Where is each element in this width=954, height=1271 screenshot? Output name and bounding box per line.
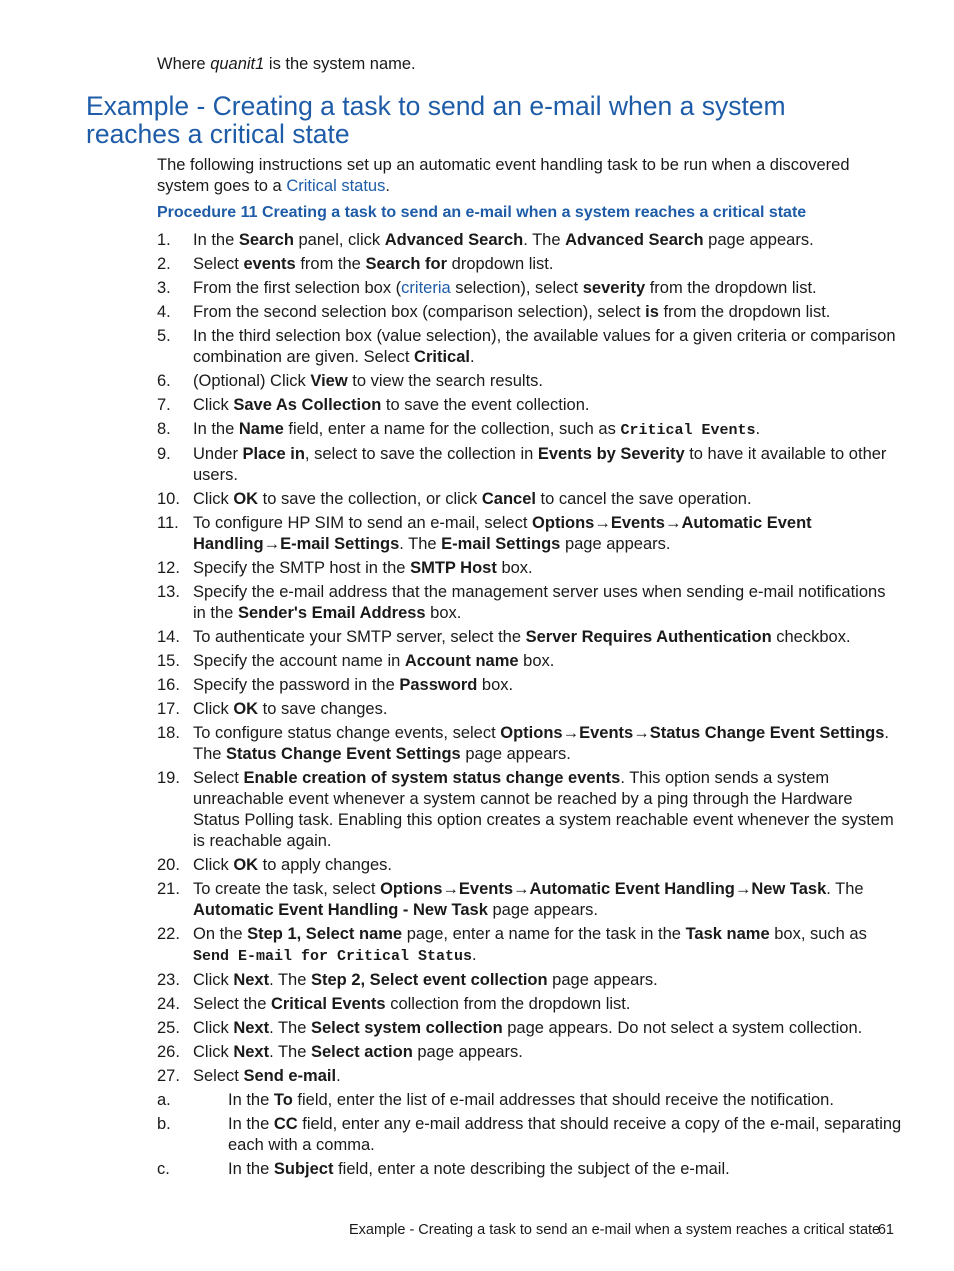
ui-term: Options — [500, 724, 563, 742]
step-text: (Optional) Click — [193, 372, 311, 390]
step-number: 27. — [157, 1067, 180, 1085]
step-text: to cancel the save operation. — [535, 490, 752, 508]
ui-term: Automatic Event Handling - New Task — [193, 901, 488, 919]
step-text: checkbox. — [771, 628, 851, 646]
example-value: Critical Events — [620, 422, 756, 439]
step-text: Specify the e-mail address that the management server uses when sending e-mail notifications in the — [193, 583, 886, 622]
ui-term: Status Change Event Settings — [649, 724, 885, 742]
step-text: Click — [193, 971, 234, 989]
example-value: Send E-mail for Critical Status — [193, 948, 473, 965]
step-number: 15. — [157, 652, 180, 670]
ui-term: Step 2, Select event collection — [311, 971, 548, 989]
step-text: from the — [295, 255, 366, 273]
ui-term: Sender's Email Address — [237, 604, 426, 622]
ui-term: Server Requires Authentication — [525, 628, 772, 646]
step-text: In the third selection box (value selection), the available values for a given criteria or comparison combination are given. Select — [193, 327, 896, 366]
ui-term: severity — [582, 279, 646, 297]
step-text: field, enter a name for the collection, such as — [283, 420, 621, 438]
ui-term: OK — [233, 856, 259, 874]
step-text: . This option sends a system unreachable event whenever a system cannot be reached by a ping through the Hardware Status Polling task. Enabling this option creates a system reachable event whenever the system is reachable again. — [193, 769, 894, 850]
ui-term: SMTP Host — [410, 559, 497, 577]
step-text: Click — [193, 1019, 234, 1037]
step-number: 4. — [157, 303, 171, 321]
procedure-step — [157, 1018, 902, 1039]
step-text: to save the event collection. — [381, 396, 590, 414]
ui-term: Critical Events — [270, 995, 386, 1013]
procedure-step — [157, 326, 902, 368]
step-number: 10. — [157, 490, 180, 508]
substep-letter: b. — [157, 1115, 171, 1133]
step-text: Click — [193, 1043, 234, 1061]
step-text: page appears. — [547, 971, 658, 989]
procedure-step — [157, 924, 902, 967]
step-text: from the dropdown list. — [658, 303, 831, 321]
ui-term: Save As Collection — [233, 396, 382, 414]
step-text: Under — [193, 445, 243, 463]
ui-term: Task name — [685, 925, 770, 943]
step-text: Click — [193, 700, 234, 718]
substeps — [157, 1090, 902, 1180]
step-text: In the — [228, 1115, 274, 1133]
procedure-step — [157, 970, 902, 991]
step-text: field, enter the list of e-mail addresses that should receive the notification. — [292, 1091, 834, 1109]
step-number: 20. — [157, 856, 180, 874]
step-text: dropdown list. — [447, 255, 554, 273]
ui-term: View — [310, 372, 348, 390]
ui-term: Password — [399, 676, 478, 694]
step-text: From the second selection box (comparison selection), select — [193, 303, 646, 321]
step-text: → — [513, 880, 530, 898]
ui-term: Events — [579, 724, 634, 742]
ui-term: Advanced Search — [565, 231, 704, 249]
step-number: 18. — [157, 724, 180, 742]
ui-term: Name — [238, 420, 284, 438]
step-number: 22. — [157, 925, 180, 943]
ui-term: Subject — [273, 1160, 334, 1178]
step-text: page appears. — [412, 1043, 523, 1061]
step-text: In the — [228, 1091, 274, 1109]
substep-text — [228, 1090, 902, 1111]
step-number: 7. — [157, 396, 171, 414]
procedure-substep — [157, 1159, 902, 1180]
procedure-step — [157, 879, 902, 921]
step-text: To configure status change events, select — [193, 724, 501, 742]
procedure-step — [157, 855, 902, 876]
procedure-step — [157, 254, 902, 275]
procedure-step — [157, 444, 902, 486]
step-number: 23. — [157, 971, 180, 989]
ui-term: Step 1, Select name — [247, 925, 403, 943]
step-text: page appears. — [487, 901, 598, 919]
criteria-link[interactable]: criteria — [401, 279, 451, 297]
step-text: . — [755, 420, 761, 438]
step-number: 13. — [157, 583, 180, 601]
step-number: 9. — [157, 445, 171, 463]
intro-text: Where — [157, 55, 211, 73]
step-text: To authenticate your SMTP server, select the — [193, 628, 526, 646]
ui-term: To — [273, 1091, 293, 1109]
procedure-step — [157, 419, 902, 441]
step-text: . The — [826, 880, 864, 898]
step-text: From the first selection box ( — [193, 279, 402, 297]
procedure-step — [157, 395, 902, 416]
step-text: to save changes. — [258, 700, 388, 718]
step-number: 12. — [157, 559, 180, 577]
procedure-step — [157, 489, 902, 510]
step-text: page appears. Do not select a system collection. — [502, 1019, 863, 1037]
ui-term: Send e-mail — [243, 1067, 337, 1085]
procedure-step — [157, 278, 902, 299]
system-name: quanit1 — [210, 55, 265, 73]
step-number: 17. — [157, 700, 180, 718]
substep-text — [228, 1159, 902, 1180]
step-text: . The — [269, 1043, 311, 1061]
step-text: box. — [518, 652, 555, 670]
step-text: box. — [477, 676, 514, 694]
step-text: page appears. — [460, 745, 571, 763]
substep-text — [228, 1114, 902, 1156]
description-text: The following instructions set up an automatic event handling task to be run when a discovered system goes to a — [157, 156, 850, 195]
step-text: box, such as — [769, 925, 867, 943]
procedure-step — [157, 302, 902, 323]
step-text: → — [594, 514, 611, 532]
step-text: → — [734, 880, 752, 898]
step-number: 24. — [157, 995, 180, 1013]
procedure-step — [157, 1066, 902, 1180]
step-number: 3. — [157, 279, 171, 297]
ui-term: E-mail Settings — [280, 535, 400, 553]
procedure-heading: Procedure 11 Creating a task to send an e-mail when a system reaches a critical state — [157, 204, 807, 221]
step-number: 11. — [157, 514, 179, 532]
step-text: page, enter a name for the task in the — [402, 925, 686, 943]
step-number: 26. — [157, 1043, 180, 1061]
step-text: On the — [193, 925, 248, 943]
page-number: 61 — [877, 1222, 894, 1238]
ui-term: Cancel — [481, 490, 536, 508]
intro-line — [157, 55, 416, 74]
ui-term: Next — [233, 971, 270, 989]
step-text: to save the collection, or click — [258, 490, 482, 508]
ui-term: Events — [458, 880, 514, 898]
ui-term: Events by Severity — [537, 445, 685, 463]
ui-term: Select action — [311, 1043, 413, 1061]
section-description — [157, 155, 897, 197]
procedure-step — [157, 768, 902, 852]
step-text: → — [633, 724, 650, 742]
step-text: . The — [399, 535, 442, 553]
ui-term: Automatic Event Handling — [529, 880, 735, 898]
intro-text-end: is the system name. — [264, 55, 416, 73]
step-text: . — [336, 1067, 341, 1085]
step-number: 6. — [157, 372, 171, 390]
step-text: To create the task, select — [193, 880, 381, 898]
step-number: 19. — [157, 769, 180, 787]
step-text: field, enter any e-mail address that should receive a copy of the e-mail, separating each with a comma. — [228, 1115, 902, 1154]
step-number: 8. — [157, 420, 171, 438]
step-number: 5. — [157, 327, 171, 345]
step-text: collection from the dropdown list. — [385, 995, 631, 1013]
procedure-step — [157, 513, 902, 555]
footer-title: Example - Creating a task to send an e-mail when a system reaches a critical state — [349, 1222, 881, 1238]
procedure-step — [157, 675, 902, 696]
step-text: Select — [193, 255, 244, 273]
ui-term: Status Change Event Settings — [226, 745, 461, 763]
step-number: 1. — [157, 231, 171, 249]
step-text: Select the — [193, 995, 271, 1013]
procedure-step — [157, 723, 902, 765]
step-text: from the dropdown list. — [645, 279, 817, 297]
ui-term: Account name — [404, 652, 519, 670]
ui-term: Next — [233, 1043, 270, 1061]
step-text: To configure HP SIM to send an e-mail, select — [193, 514, 533, 532]
step-text: selection), select — [450, 279, 583, 297]
ui-term: Select system collection — [311, 1019, 503, 1037]
step-text: field, enter a note describing the subject of the e-mail. — [333, 1160, 730, 1178]
step-text: In the — [228, 1160, 274, 1178]
step-text: page appears. — [560, 535, 671, 553]
step-number: 14. — [157, 628, 180, 646]
ui-term: E-mail Settings — [441, 535, 561, 553]
step-text: . The — [269, 1019, 311, 1037]
step-text: . The — [269, 971, 311, 989]
step-text: Select — [193, 769, 244, 787]
step-number: 2. — [157, 255, 171, 273]
ui-term: Place in — [242, 445, 305, 463]
ui-term: Options — [532, 514, 595, 532]
substep-letter: c. — [157, 1160, 170, 1178]
step-text: . The — [193, 724, 890, 763]
procedure-step — [157, 699, 902, 720]
step-text: to apply changes. — [258, 856, 393, 874]
step-text: → — [263, 535, 281, 553]
procedure-step — [157, 558, 902, 579]
ui-term: events — [243, 255, 296, 273]
procedure-step — [157, 371, 902, 392]
procedure-step — [157, 582, 902, 624]
step-text: In the — [193, 420, 239, 438]
step-text: → — [562, 724, 580, 742]
step-text: Specify the account name in — [193, 652, 405, 670]
ui-term: New Task — [751, 880, 827, 898]
step-text: , select to save the collection in — [304, 445, 538, 463]
ui-term: Search for — [365, 255, 448, 273]
step-text: panel, click — [293, 231, 385, 249]
step-text: Click — [193, 490, 234, 508]
procedure-step — [157, 230, 902, 251]
ui-term: Advanced Search — [384, 231, 524, 249]
step-text: → — [664, 514, 682, 532]
step-number: 25. — [157, 1019, 180, 1037]
ui-term: Automatic Event Handling — [193, 514, 812, 553]
critical-status-link[interactable]: Critical status — [286, 177, 386, 195]
step-text: Click — [193, 856, 234, 874]
procedure-step — [157, 651, 902, 672]
step-text: to have it available to other users. — [193, 445, 887, 484]
step-text: . — [469, 348, 475, 366]
ui-term: Options — [380, 880, 443, 898]
step-text: page appears. — [703, 231, 814, 249]
ui-term: Next — [233, 1019, 270, 1037]
section-title: Example - Creating a task to send an e-mail when a system reaches a critical state — [86, 91, 786, 149]
ui-term: OK — [233, 700, 259, 718]
ui-term: is — [645, 303, 659, 321]
ui-term: OK — [233, 490, 259, 508]
ui-term: Critical — [414, 348, 470, 366]
step-text: Specify the SMTP host in the — [193, 559, 411, 577]
step-text: box. — [425, 604, 462, 622]
step-number: 16. — [157, 676, 180, 694]
step-text: . The — [523, 231, 566, 249]
step-text: Select — [193, 1067, 244, 1085]
ui-term: Events — [610, 514, 665, 532]
procedure-substep — [157, 1090, 902, 1111]
step-text: . — [472, 946, 477, 964]
step-text: In the — [193, 231, 239, 249]
procedure-step — [157, 1042, 902, 1063]
step-text: box. — [496, 559, 533, 577]
step-text: Specify the password in the — [193, 676, 400, 694]
procedure-substep — [157, 1114, 902, 1156]
substep-letter: a. — [157, 1091, 171, 1109]
step-text: to view the search results. — [347, 372, 544, 390]
ui-term: CC — [273, 1115, 298, 1133]
step-text: Click — [193, 396, 234, 414]
description-end: . — [385, 177, 390, 195]
procedure-step — [157, 994, 902, 1015]
step-text: → — [442, 880, 459, 898]
procedure-step — [157, 627, 902, 648]
ui-term: Search — [238, 231, 294, 249]
ui-term: Enable creation of system status change events — [243, 769, 621, 787]
step-number: 21. — [157, 880, 180, 898]
procedure-steps — [157, 230, 902, 1183]
